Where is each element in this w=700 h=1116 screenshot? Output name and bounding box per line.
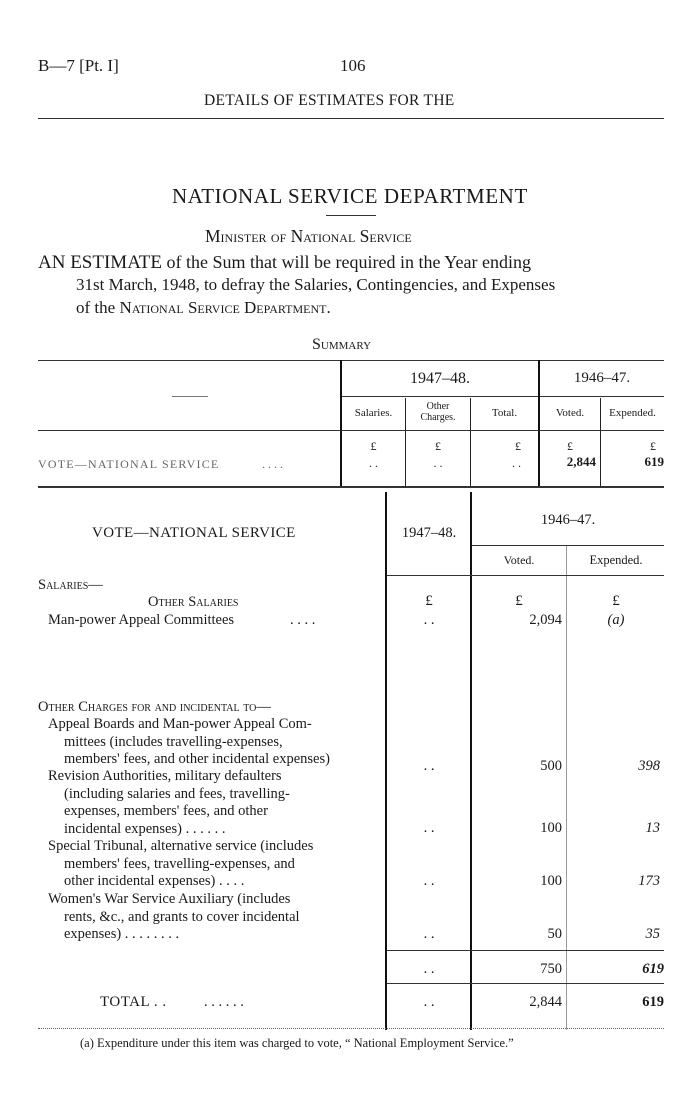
item-womens-auxiliary-new: . . [423,926,435,942]
running-title: DETAILS OF ESTIMATES FOR THE [204,92,455,109]
item-special-tribunal-new: . . [423,873,435,889]
summary-col-other-1: Other [426,401,450,412]
detail-col-voted: Voted. [503,553,535,567]
summary-col-expended: Expended. [609,407,656,419]
manpower-dots: . . . . [290,612,316,628]
item-appeal-boards-line-1: Appeal Boards and Man-power Appeal Com- [48,716,312,732]
detail-header-rule [387,575,664,576]
item-appeal-boards [48,716,330,769]
summary-col-voted: Voted. [555,407,585,419]
detail-currency-expended: £ [612,593,620,609]
detail-title: VOTE—NATIONAL SERVICE [92,525,296,541]
summary-salaries-value: . . [369,456,378,470]
item-revision-authorities-voted: 100 [540,820,562,836]
other-charges-heading: Other Charges for and incidental to— [38,699,271,715]
summary-heading: Summary [312,336,372,353]
summary-bottom-rule [38,486,664,488]
title-divider [326,215,376,216]
detail-year-new: 1947–48. [401,525,457,541]
total-dots: . . . . . . [204,994,244,1010]
summary-currency-1: £ [370,439,377,453]
item-special-tribunal-line-3: other incidental expenses) . . . . [64,873,245,889]
estimate-lead: AN ESTIMATE [38,252,163,273]
manpower-voted-value: 2,094 [529,612,562,628]
other-salaries-heading: Other Salaries [148,594,239,610]
summary-voted-value: 2,844 [566,454,596,469]
header-reference: B—7 [Pt. I] [38,56,119,75]
summary-top-rule [38,360,664,361]
item-special-tribunal [48,838,313,891]
summary-currency-5: £ [650,439,656,453]
item-appeal-boards-line-2: mittees (includes travelling-expenses, [64,733,283,750]
summary-other-value: . . [433,456,443,470]
total-new: . . [423,994,435,1010]
manpower-label: Man-power Appeal Committees [48,612,235,628]
summary-col-other [406,401,470,423]
item-womens-auxiliary [48,891,300,944]
estimate-department-name: National Service Department [119,298,327,317]
detail-col-rule [566,545,567,1030]
subtotal-expended: 619 [642,961,664,977]
summary-row-dots: . . . . [262,457,283,471]
total-voted: 2,844 [529,994,562,1010]
item-revision-authorities [48,768,290,838]
summary-col-total: Total. [491,407,518,419]
detail-col-expended: Expended. [589,553,643,567]
detail-currency-new: £ [425,593,433,609]
item-special-tribunal-voted: 100 [540,873,562,889]
estimate-line-1 [38,252,531,274]
estimate-text-1: of the Sum that will be required in the Year ending [162,252,531,272]
total-expended: 619 [642,994,664,1010]
detail-year-old-rule [472,545,664,546]
detail-year-old: 1946–47. [540,512,596,528]
item-special-tribunal-line-2: members' fees, travelling-expenses, and [64,855,295,872]
summary-expended-value: 619 [644,454,664,469]
salaries-heading: Salaries— [38,577,103,593]
summary-stub-dash: ——— [172,388,208,402]
manpower-new-value: . . [423,612,435,628]
footnote: (a) Expenditure under this item was charged to vote, “ National Employment Service.” [80,1036,514,1050]
summary-currency-3: £ [515,439,521,453]
summary-year-old-rule [540,396,664,397]
summary-currency-4: £ [567,439,573,453]
subtotal-top-rule [387,950,664,951]
subtotal-voted: 750 [540,961,562,977]
subtotal-bottom-rule [387,983,664,984]
summary-currency-2: £ [435,439,441,453]
manpower-expended-value: (a) [607,612,625,628]
summary-year-old: 1946–47. [573,370,631,386]
summary-col-salaries: Salaries. [354,407,393,419]
item-womens-auxiliary-line-2: rents, &c., and grants to cover incidental [64,908,300,925]
item-womens-auxiliary-voted: 50 [547,926,562,942]
item-womens-auxiliary-line-3: expenses) . . . . . . . . [64,926,180,942]
item-revision-authorities-new: . . [423,820,435,836]
item-revision-authorities-line-3: expenses, members' fees, and other [64,803,268,819]
subtotal-new: . . [423,961,435,977]
estimate-line-2: 31st March, 1948, to defray the Salaries, Contingencies, and Expenses [76,275,556,294]
page-number: 106 [340,56,366,75]
item-special-tribunal-expended: 173 [638,873,660,889]
footnote-rule [38,1028,664,1029]
estimate-period: . [326,298,331,317]
estimate-line-3 [76,298,331,318]
item-womens-auxiliary-line-1: Women's War Service Auxiliary (includes [48,891,291,907]
department-title: NATIONAL SERVICE DEPARTMENT [172,184,528,208]
item-revision-authorities-line-4: incidental expenses) . . . . . . [64,820,226,837]
header-rule [38,118,664,119]
minister-heading: Minister of National Service [205,226,412,246]
item-appeal-boards-voted: 500 [540,758,562,774]
total-label: TOTAL . . [100,994,167,1010]
item-revision-authorities-expended: 13 [645,820,660,836]
summary-row-label: VOTE—NATIONAL SERVICE [38,457,220,471]
summary-year-new-rule [342,396,538,397]
item-revision-authorities-line-1: Revision Authorities, military defaulters [48,768,282,784]
summary-header-rule [38,430,664,431]
summary-col-other-2: Charges. [420,412,456,423]
detail-currency-voted: £ [515,593,523,609]
item-appeal-boards-expended: 398 [638,758,660,774]
summary-year-new: 1947–48. [410,370,470,387]
item-appeal-boards-new: . . [423,758,435,774]
item-special-tribunal-line-1: Special Tribunal, alternative service (includes [48,838,314,854]
item-revision-authorities-line-2: (including salaries and fees, travelling- [64,785,290,802]
item-womens-auxiliary-expended: 35 [645,926,660,942]
item-appeal-boards-line-3: members' fees, and other incidental expenses) [64,751,330,767]
summary-total-value: . . [512,456,521,470]
estimate-text-3: of the [76,298,120,317]
